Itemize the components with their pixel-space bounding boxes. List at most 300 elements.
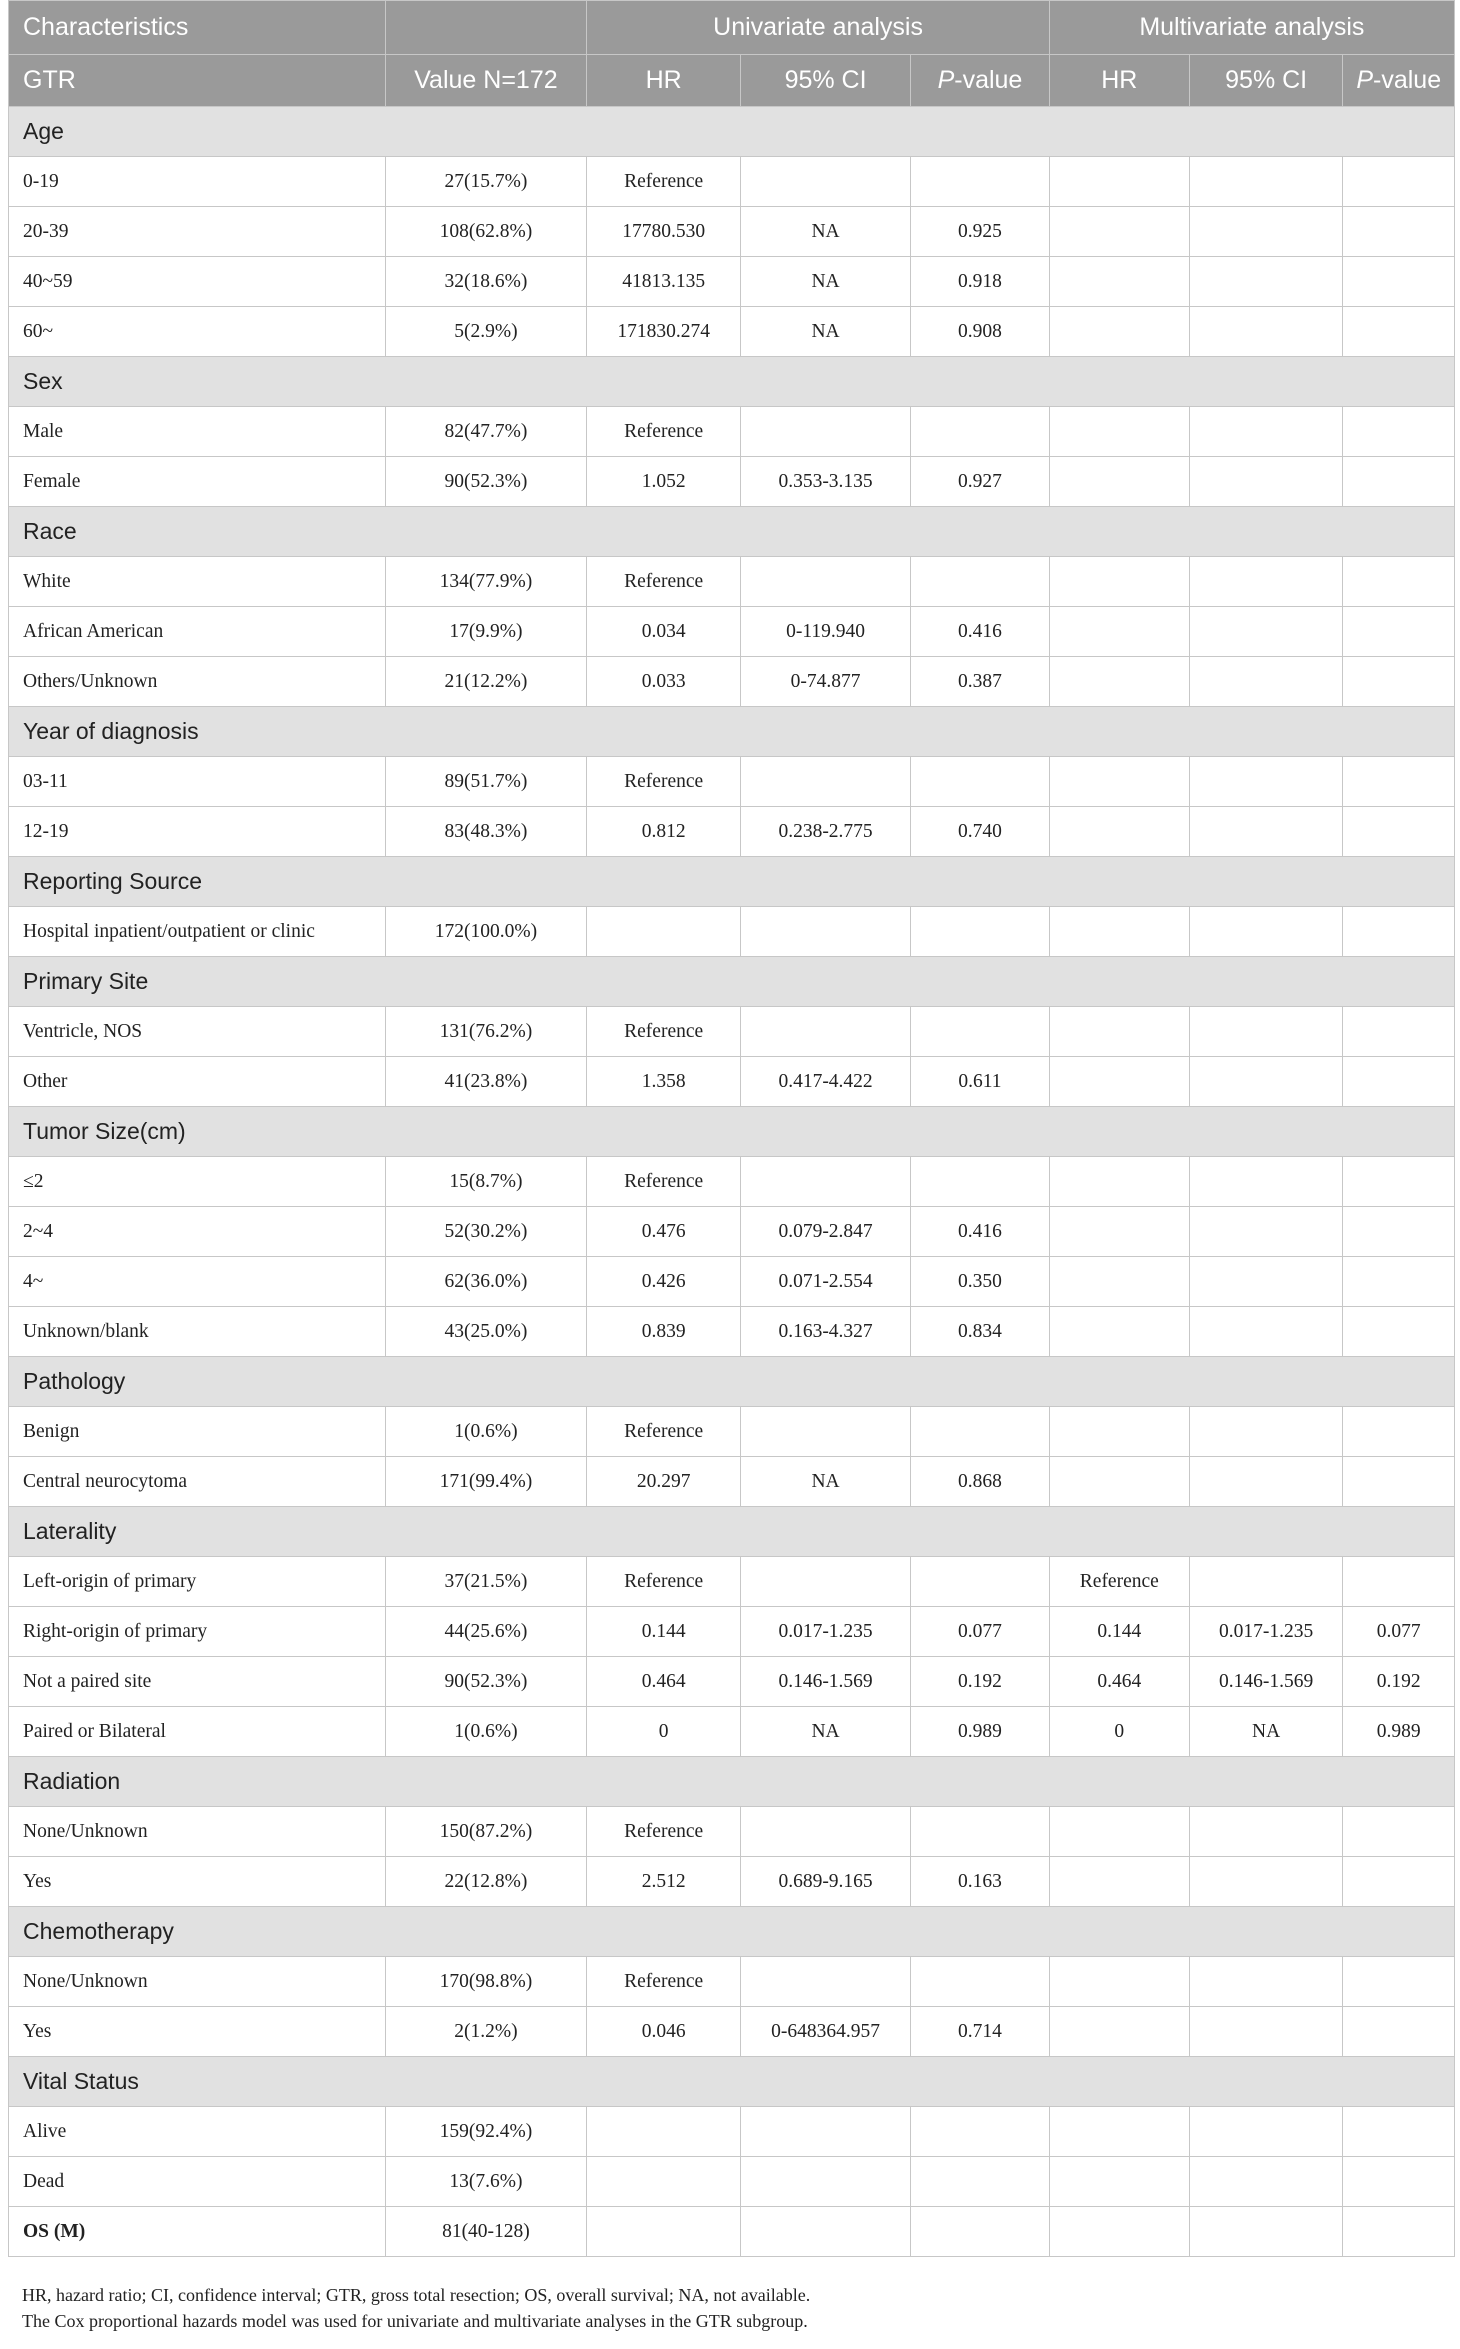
p-rest: -value — [1373, 66, 1442, 94]
multi-hr-cell — [1049, 307, 1189, 357]
multi-p-cell — [1343, 207, 1455, 257]
uni-p-cell: 0.927 — [911, 457, 1050, 507]
footnote-line-2: The Cox proportional hazards model was used for univariate and multivariate analyses in the GTR subgroup. — [22, 2311, 808, 2331]
row-value-cell: 44(25.6%) — [385, 1607, 587, 1657]
multi-p-cell — [1343, 457, 1455, 507]
header-value: Value N=172 — [385, 55, 587, 107]
table-row — [9, 2157, 1455, 2207]
multi-p-cell — [1343, 807, 1455, 857]
uni-ci-cell: NA — [740, 307, 910, 357]
row-value-cell: 15(8.7%) — [385, 1157, 587, 1207]
multi-hr-cell: 0.144 — [1049, 1607, 1189, 1657]
row-value-cell: 171(99.4%) — [385, 1457, 587, 1507]
multi-hr-cell — [1049, 1957, 1189, 2007]
row-label-cell: 0-19 — [9, 157, 386, 207]
uni-ci-cell — [740, 1957, 910, 2007]
uni-p-cell: 0.611 — [911, 1057, 1050, 1107]
multi-p-cell — [1343, 1957, 1455, 2007]
table-header — [9, 1, 1455, 107]
row-value-cell: 150(87.2%) — [385, 1807, 587, 1857]
row-label-cell: 03-11 — [9, 757, 386, 807]
multi-hr-cell — [1049, 807, 1189, 857]
uni-p-cell — [911, 1807, 1050, 1857]
multi-ci-cell — [1189, 307, 1343, 357]
uni-p-cell: 0.387 — [911, 657, 1050, 707]
row-value-cell: 41(23.8%) — [385, 1057, 587, 1107]
uni-p-cell: 0.192 — [911, 1657, 1050, 1707]
multi-p-cell — [1343, 1057, 1455, 1107]
uni-ci-cell — [740, 557, 910, 607]
table-row — [9, 1657, 1455, 1707]
multi-p-cell — [1343, 757, 1455, 807]
row-label-cell: Benign — [9, 1407, 386, 1457]
uni-hr-cell: Reference — [587, 1407, 741, 1457]
row-label-cell: Female — [9, 457, 386, 507]
row-label-cell: None/Unknown — [9, 1807, 386, 1857]
multi-p-cell — [1343, 2157, 1455, 2207]
multi-p-cell — [1343, 2007, 1455, 2057]
uni-hr-cell: 0.812 — [587, 807, 741, 857]
uni-ci-cell — [740, 1807, 910, 1857]
multi-hr-cell — [1049, 557, 1189, 607]
multi-p-cell — [1343, 1407, 1455, 1457]
multi-p-cell — [1343, 1207, 1455, 1257]
multi-ci-cell: 0.146-1.569 — [1189, 1657, 1343, 1707]
row-label-cell: 12-19 — [9, 807, 386, 857]
row-label-cell: 2~4 — [9, 1207, 386, 1257]
section-header-row — [9, 1357, 1455, 1407]
uni-ci-cell — [740, 2107, 910, 2157]
table-row — [9, 1557, 1455, 1607]
row-value-cell: 22(12.8%) — [385, 1857, 587, 1907]
row-label-cell: Others/Unknown — [9, 657, 386, 707]
multi-p-cell — [1343, 307, 1455, 357]
row-label-cell: None/Unknown — [9, 1957, 386, 2007]
uni-hr-cell: 0.034 — [587, 607, 741, 657]
section-title: Age — [9, 107, 1455, 157]
uni-ci-cell: 0.163-4.327 — [740, 1307, 910, 1357]
row-label-cell: Unknown/blank — [9, 1307, 386, 1357]
table-row — [9, 157, 1455, 207]
uni-hr-cell: 0.476 — [587, 1207, 741, 1257]
multi-hr-cell: Reference — [1049, 1557, 1189, 1607]
multi-p-cell — [1343, 157, 1455, 207]
table-row — [9, 1707, 1455, 1757]
multi-hr-cell — [1049, 2107, 1189, 2157]
section-title: Year of diagnosis — [9, 707, 1455, 757]
table-row — [9, 657, 1455, 707]
multi-ci-cell — [1189, 2157, 1343, 2207]
multi-hr-cell — [1049, 2007, 1189, 2057]
uni-hr-cell: 17780.530 — [587, 207, 741, 257]
section-title: Reporting Source — [9, 857, 1455, 907]
multi-hr-cell — [1049, 207, 1189, 257]
row-label-cell: 60~ — [9, 307, 386, 357]
uni-p-cell: 0.077 — [911, 1607, 1050, 1657]
row-value-cell: 1(0.6%) — [385, 1707, 587, 1757]
multi-hr-cell — [1049, 1207, 1189, 1257]
section-header-row — [9, 1907, 1455, 1957]
section-header-row — [9, 1757, 1455, 1807]
uni-ci-cell: 0.417-4.422 — [740, 1057, 910, 1107]
multi-ci-cell — [1189, 1257, 1343, 1307]
section-title: Primary Site — [9, 957, 1455, 1007]
uni-p-cell — [911, 407, 1050, 457]
multi-ci-cell — [1189, 807, 1343, 857]
row-value-cell: 37(21.5%) — [385, 1557, 587, 1607]
multi-p-cell — [1343, 257, 1455, 307]
section-header-row — [9, 857, 1455, 907]
multi-p-cell — [1343, 657, 1455, 707]
table-row — [9, 407, 1455, 457]
table-row — [9, 307, 1455, 357]
uni-ci-cell — [740, 2157, 910, 2207]
uni-p-cell: 0.989 — [911, 1707, 1050, 1757]
table-row — [9, 1957, 1455, 2007]
uni-ci-cell — [740, 757, 910, 807]
uni-p-cell — [911, 2107, 1050, 2157]
multi-p-cell — [1343, 1007, 1455, 1057]
row-value-cell: 13(7.6%) — [385, 2157, 587, 2207]
row-label-cell: Ventricle, NOS — [9, 1007, 386, 1057]
multi-ci-cell — [1189, 757, 1343, 807]
uni-ci-cell: 0.079-2.847 — [740, 1207, 910, 1257]
uni-p-cell — [911, 157, 1050, 207]
section-header-row — [9, 357, 1455, 407]
row-label-cell: 20-39 — [9, 207, 386, 257]
row-value-cell: 82(47.7%) — [385, 407, 587, 457]
header-multivariate: Multivariate analysis — [1049, 1, 1454, 55]
row-value-cell: 62(36.0%) — [385, 1257, 587, 1307]
multi-p-cell: 0.077 — [1343, 1607, 1455, 1657]
uni-p-cell: 0.908 — [911, 307, 1050, 357]
uni-ci-cell — [740, 907, 910, 957]
table-container — [8, 0, 1455, 2257]
uni-hr-cell: 0.464 — [587, 1657, 741, 1707]
uni-p-cell — [911, 757, 1050, 807]
uni-p-cell: 0.740 — [911, 807, 1050, 857]
row-value-cell: 90(52.3%) — [385, 457, 587, 507]
row-label-cell: Hospital inpatient/outpatient or clinic — [9, 907, 386, 957]
table-row — [9, 1857, 1455, 1907]
multi-hr-cell — [1049, 757, 1189, 807]
uni-ci-cell: 0.238-2.775 — [740, 807, 910, 857]
uni-p-cell — [911, 1957, 1050, 2007]
multi-ci-cell — [1189, 157, 1343, 207]
uni-ci-cell: NA — [740, 207, 910, 257]
multi-ci-cell — [1189, 1007, 1343, 1057]
row-value-cell: 108(62.8%) — [385, 207, 587, 257]
row-label-cell: Not a paired site — [9, 1657, 386, 1707]
table-row — [9, 1207, 1455, 1257]
footnote-line-1: HR, hazard ratio; CI, confidence interval; GTR, gross total resection; OS, overall survival; NA, not available. — [22, 2285, 811, 2305]
uni-hr-cell: 1.052 — [587, 457, 741, 507]
row-label-cell: Alive — [9, 2107, 386, 2157]
uni-p-cell — [911, 1557, 1050, 1607]
row-value-cell: 83(48.3%) — [385, 807, 587, 857]
row-label-cell: Left-origin of primary — [9, 1557, 386, 1607]
multi-ci-cell — [1189, 557, 1343, 607]
multi-p-cell — [1343, 1157, 1455, 1207]
section-title: Pathology — [9, 1357, 1455, 1407]
table-row — [9, 207, 1455, 257]
multi-hr-cell — [1049, 257, 1189, 307]
table-row — [9, 2207, 1455, 2257]
header-characteristics: Characteristics — [9, 1, 386, 55]
uni-hr-cell: Reference — [587, 757, 741, 807]
uni-p-cell — [911, 1007, 1050, 1057]
uni-ci-cell: 0-648364.957 — [740, 2007, 910, 2057]
multi-ci-cell — [1189, 1407, 1343, 1457]
multi-ci-cell: 0.017-1.235 — [1189, 1607, 1343, 1657]
row-label-cell: African American — [9, 607, 386, 657]
multi-ci-cell — [1189, 407, 1343, 457]
table-row — [9, 2107, 1455, 2157]
row-value-cell: 27(15.7%) — [385, 157, 587, 207]
row-value-cell: 5(2.9%) — [385, 307, 587, 357]
multi-ci-cell — [1189, 1807, 1343, 1857]
header-multi-p — [1343, 55, 1455, 107]
table-row — [9, 1307, 1455, 1357]
uni-ci-cell: 0.017-1.235 — [740, 1607, 910, 1657]
table-row — [9, 1807, 1455, 1857]
multi-hr-cell — [1049, 1007, 1189, 1057]
uni-p-cell: 0.416 — [911, 1207, 1050, 1257]
uni-hr-cell: 1.358 — [587, 1057, 741, 1107]
uni-hr-cell — [587, 907, 741, 957]
multi-hr-cell — [1049, 907, 1189, 957]
multi-hr-cell — [1049, 2207, 1189, 2257]
uni-p-cell — [911, 557, 1050, 607]
uni-ci-cell: 0.071-2.554 — [740, 1257, 910, 1307]
row-value-cell: 43(25.0%) — [385, 1307, 587, 1357]
table-row — [9, 1157, 1455, 1207]
uni-ci-cell — [740, 407, 910, 457]
uni-p-cell: 0.868 — [911, 1457, 1050, 1507]
uni-hr-cell: 0 — [587, 1707, 741, 1757]
uni-hr-cell: 0.144 — [587, 1607, 741, 1657]
section-header-row — [9, 507, 1455, 557]
header-uni-p — [911, 55, 1050, 107]
uni-hr-cell: 20.297 — [587, 1457, 741, 1507]
row-value-cell: 172(100.0%) — [385, 907, 587, 957]
row-label-cell: ≤2 — [9, 1157, 386, 1207]
table-row — [9, 557, 1455, 607]
uni-ci-cell — [740, 1407, 910, 1457]
header-blank — [385, 1, 587, 55]
header-uni-ci: 95% CI — [740, 55, 910, 107]
p-italic: P — [937, 66, 955, 94]
uni-p-cell: 0.416 — [911, 607, 1050, 657]
uni-hr-cell: Reference — [587, 1957, 741, 2007]
row-label-cell: OS (M) — [9, 2207, 386, 2257]
section-title: Vital Status — [9, 2057, 1455, 2107]
row-label-cell: Dead — [9, 2157, 386, 2207]
uni-p-cell — [911, 1157, 1050, 1207]
row-value-cell: 134(77.9%) — [385, 557, 587, 607]
row-label-cell: Right-origin of primary — [9, 1607, 386, 1657]
multi-ci-cell — [1189, 1057, 1343, 1107]
row-value-cell: 1(0.6%) — [385, 1407, 587, 1457]
multi-ci-cell: NA — [1189, 1707, 1343, 1757]
row-value-cell: 17(9.9%) — [385, 607, 587, 657]
uni-ci-cell — [740, 1007, 910, 1057]
multi-ci-cell — [1189, 257, 1343, 307]
multi-p-cell — [1343, 557, 1455, 607]
table-row — [9, 1607, 1455, 1657]
uni-p-cell: 0.714 — [911, 2007, 1050, 2057]
row-label-cell: Central neurocytoma — [9, 1457, 386, 1507]
header-gtr: GTR — [9, 55, 386, 107]
section-header-row — [9, 707, 1455, 757]
multi-ci-cell — [1189, 1307, 1343, 1357]
uni-ci-cell — [740, 1157, 910, 1207]
multi-hr-cell — [1049, 1457, 1189, 1507]
multi-hr-cell — [1049, 1057, 1189, 1107]
row-label-cell: Paired or Bilateral — [9, 1707, 386, 1757]
row-value-cell: 159(92.4%) — [385, 2107, 587, 2157]
uni-p-cell — [911, 1407, 1050, 1457]
multi-ci-cell — [1189, 2107, 1343, 2157]
uni-hr-cell: Reference — [587, 1557, 741, 1607]
uni-ci-cell: 0-119.940 — [740, 607, 910, 657]
section-header-row — [9, 1107, 1455, 1157]
row-value-cell: 32(18.6%) — [385, 257, 587, 307]
multi-ci-cell — [1189, 1157, 1343, 1207]
table-row — [9, 1457, 1455, 1507]
uni-p-cell: 0.163 — [911, 1857, 1050, 1907]
uni-p-cell: 0.918 — [911, 257, 1050, 307]
multi-p-cell: 0.192 — [1343, 1657, 1455, 1707]
uni-hr-cell: Reference — [587, 157, 741, 207]
uni-p-cell: 0.925 — [911, 207, 1050, 257]
multi-ci-cell — [1189, 1207, 1343, 1257]
uni-ci-cell: NA — [740, 1457, 910, 1507]
multi-hr-cell — [1049, 157, 1189, 207]
multi-ci-cell — [1189, 1557, 1343, 1607]
row-value-cell: 81(40-128) — [385, 2207, 587, 2257]
row-label-cell: Yes — [9, 1857, 386, 1907]
section-title: Race — [9, 507, 1455, 557]
multi-p-cell — [1343, 2107, 1455, 2157]
multi-ci-cell — [1189, 1457, 1343, 1507]
table-row — [9, 807, 1455, 857]
uni-ci-cell: 0.689-9.165 — [740, 1857, 910, 1907]
multi-ci-cell — [1189, 457, 1343, 507]
uni-hr-cell: Reference — [587, 1157, 741, 1207]
uni-ci-cell: 0-74.877 — [740, 657, 910, 707]
uni-hr-cell: Reference — [587, 407, 741, 457]
uni-p-cell — [911, 2207, 1050, 2257]
multi-ci-cell — [1189, 207, 1343, 257]
header-multi-hr: HR — [1049, 55, 1189, 107]
uni-hr-cell: Reference — [587, 1007, 741, 1057]
multi-p-cell — [1343, 1857, 1455, 1907]
uni-hr-cell: 0.839 — [587, 1307, 741, 1357]
uni-p-cell: 0.350 — [911, 1257, 1050, 1307]
multi-hr-cell — [1049, 407, 1189, 457]
section-header-row — [9, 1507, 1455, 1557]
multi-hr-cell — [1049, 1157, 1189, 1207]
uni-hr-cell — [587, 2157, 741, 2207]
table-row — [9, 607, 1455, 657]
uni-ci-cell — [740, 1557, 910, 1607]
multi-p-cell — [1343, 1457, 1455, 1507]
section-title: Sex — [9, 357, 1455, 407]
table-row — [9, 1057, 1455, 1107]
multi-p-cell — [1343, 1807, 1455, 1857]
multi-ci-cell — [1189, 2207, 1343, 2257]
header-multi-ci: 95% CI — [1189, 55, 1343, 107]
row-label-cell: Yes — [9, 2007, 386, 2057]
multi-hr-cell — [1049, 1857, 1189, 1907]
multi-ci-cell — [1189, 1957, 1343, 2007]
multi-hr-cell — [1049, 1257, 1189, 1307]
multi-p-cell: 0.989 — [1343, 1707, 1455, 1757]
header-uni-hr: HR — [587, 55, 741, 107]
row-label-cell: 4~ — [9, 1257, 386, 1307]
multi-ci-cell — [1189, 2007, 1343, 2057]
p-italic: P — [1356, 66, 1374, 94]
table-footnote — [22, 2282, 1442, 2334]
multi-ci-cell — [1189, 1857, 1343, 1907]
row-value-cell: 2(1.2%) — [385, 2007, 587, 2057]
multi-hr-cell — [1049, 607, 1189, 657]
multi-hr-cell — [1049, 2157, 1189, 2207]
uni-hr-cell — [587, 2207, 741, 2257]
multi-hr-cell — [1049, 457, 1189, 507]
multi-hr-cell: 0.464 — [1049, 1657, 1189, 1707]
multi-ci-cell — [1189, 657, 1343, 707]
table-row — [9, 457, 1455, 507]
table-row — [9, 257, 1455, 307]
row-label-cell: White — [9, 557, 386, 607]
uni-ci-cell: 0.353-3.135 — [740, 457, 910, 507]
uni-ci-cell: NA — [740, 257, 910, 307]
uni-hr-cell — [587, 2107, 741, 2157]
table-row — [9, 1407, 1455, 1457]
row-value-cell: 170(98.8%) — [385, 1957, 587, 2007]
uni-ci-cell: 0.146-1.569 — [740, 1657, 910, 1707]
uni-p-cell — [911, 907, 1050, 957]
uni-p-cell — [911, 2157, 1050, 2207]
row-value-cell: 21(12.2%) — [385, 657, 587, 707]
multi-ci-cell — [1189, 607, 1343, 657]
section-title: Tumor Size(cm) — [9, 1107, 1455, 1157]
uni-ci-cell: NA — [740, 1707, 910, 1757]
table-row — [9, 1257, 1455, 1307]
section-title: Radiation — [9, 1757, 1455, 1807]
row-label-cell: 40~59 — [9, 257, 386, 307]
uni-hr-cell: Reference — [587, 1807, 741, 1857]
multi-hr-cell — [1049, 657, 1189, 707]
row-label-cell: Male — [9, 407, 386, 457]
header-univariate: Univariate analysis — [587, 1, 1049, 55]
multi-p-cell — [1343, 907, 1455, 957]
multi-hr-cell — [1049, 1307, 1189, 1357]
uni-ci-cell — [740, 2207, 910, 2257]
uni-hr-cell: 0.033 — [587, 657, 741, 707]
row-value-cell: 131(76.2%) — [385, 1007, 587, 1057]
section-title: Laterality — [9, 1507, 1455, 1557]
row-value-cell: 89(51.7%) — [385, 757, 587, 807]
uni-hr-cell: 0.426 — [587, 1257, 741, 1307]
section-header-row — [9, 957, 1455, 1007]
uni-hr-cell: 41813.135 — [587, 257, 741, 307]
table-row — [9, 757, 1455, 807]
row-label-cell: Other — [9, 1057, 386, 1107]
uni-hr-cell: 2.512 — [587, 1857, 741, 1907]
